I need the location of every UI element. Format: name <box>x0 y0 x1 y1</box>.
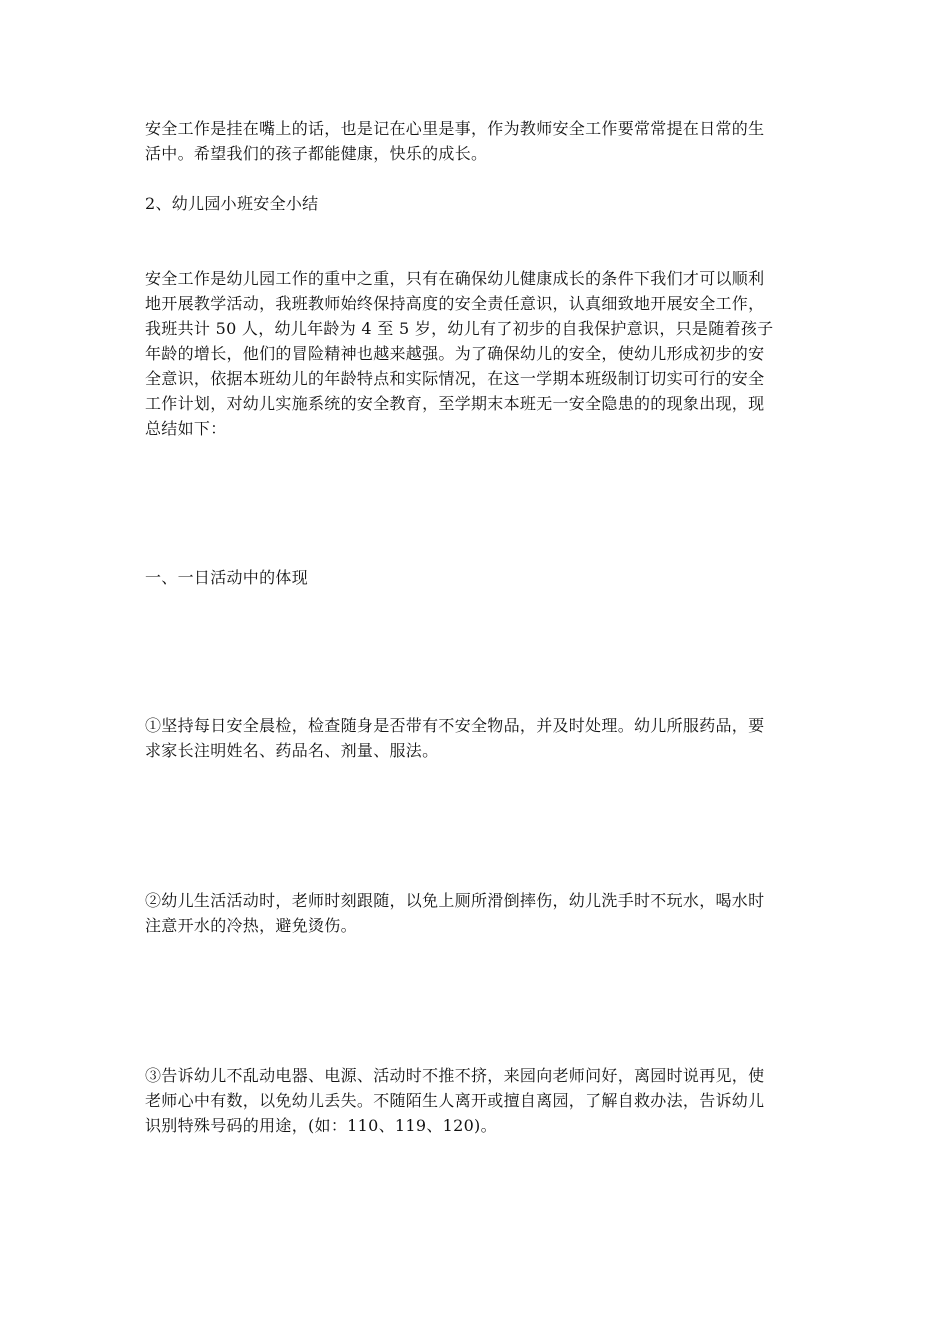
list-item-1 <box>145 713 810 763</box>
text-line: ③告诉幼儿不乱动电器、电源、活动时不推不挤，来园向老师问好，离园时说再见，使 <box>145 1066 765 1085</box>
section-heading-one <box>145 565 810 590</box>
text-line: 安全工作是幼儿园工作的重中之重，只有在确保幼儿健康成长的条件下我们才可以顺利 <box>145 269 765 288</box>
text-line: 老师心中有数，以免幼儿丢失。不随陌生人离开或擅自离园，了解自救办法，告诉幼儿 <box>145 1091 765 1110</box>
text-line: 求家长注明姓名、药品名、剂量、服法。 <box>145 741 439 760</box>
text-line: ②幼儿生活活动时，老师时刻跟随，以免上厕所滑倒摔伤，幼儿洗手时不玩水，喝水时 <box>145 891 765 910</box>
heading-text: 一、一日活动中的体现 <box>145 568 309 587</box>
list-item-2 <box>145 888 810 938</box>
text-line: 活中。希望我们的孩子都能健康，快乐的成长。 <box>145 144 488 163</box>
section-heading-2 <box>145 191 810 216</box>
heading-text: 2、幼儿园小班安全小结 <box>145 194 319 213</box>
list-item-3 <box>145 1063 810 1138</box>
text-line: 识别特殊号码的用途，(如：110、119、120)。 <box>145 1116 497 1135</box>
text-line: 安全工作是挂在嘴上的话，也是记在心里是事，作为教师安全工作要常常提在日常的生 <box>145 119 765 138</box>
text-line: 注意开水的冷热，避免烫伤。 <box>145 916 357 935</box>
text-line: 总结如下： <box>145 419 227 438</box>
intro-paragraph <box>145 116 810 166</box>
text-line: 全意识，依据本班幼儿的年龄特点和实际情况，在这一学期本班级制订切实可行的安全 <box>145 369 765 388</box>
text-line: 地开展教学活动，我班教师始终保持高度的安全责任意识，认真细致地开展安全工作， <box>145 294 765 313</box>
summary-paragraph <box>145 266 810 441</box>
text-line: 工作计划，对幼儿实施系统的安全教育，至学期末本班无一安全隐患的的现象出现，现 <box>145 394 765 413</box>
text-line: ①坚持每日安全晨检，检查随身是否带有不安全物品，并及时处理。幼儿所服药品，要 <box>145 716 765 735</box>
text-line: 年龄的增长，他们的冒险精神也越来越强。为了确保幼儿的安全，使幼儿形成初步的安 <box>145 344 765 363</box>
text-line: 我班共计 50 人，幼儿年龄为 4 至 5 岁，幼儿有了初步的自我保护意识，只是随着孩子 <box>145 319 774 338</box>
